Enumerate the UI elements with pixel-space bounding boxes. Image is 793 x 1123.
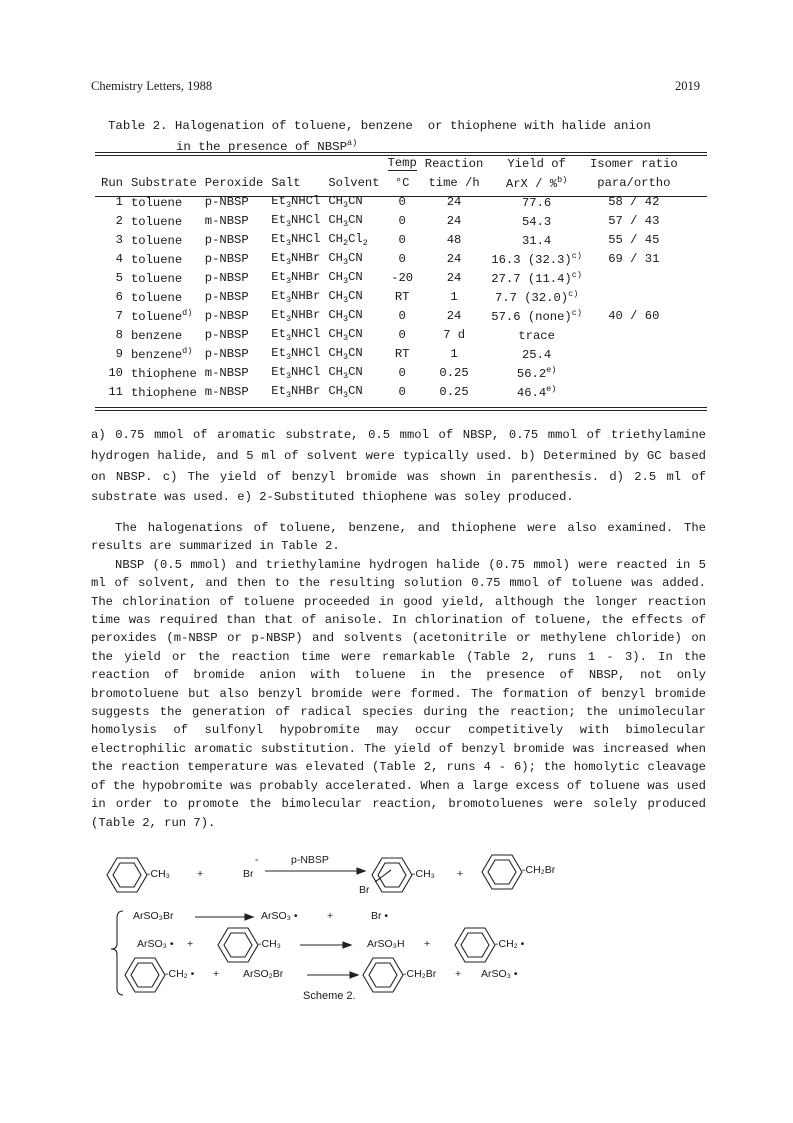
run-cell: 1 — [115, 194, 123, 209]
peroxide-cell: p-NBSP — [204, 346, 249, 361]
bromine-radical-label: Br • — [371, 910, 389, 922]
yield-cell: 31.4 — [521, 233, 552, 248]
table-caption — [108, 118, 651, 156]
substrate-cell: benzene$^{d)}$ — [130, 345, 193, 362]
substrate-cell: toluene — [130, 290, 183, 305]
peroxide-cell: m-NBSP — [204, 213, 249, 228]
time-cell: 24 — [446, 213, 462, 228]
solvent-cell: $CH_3CN$ — [328, 212, 363, 229]
run-cell: 9 — [115, 346, 123, 361]
results-table — [97, 154, 682, 401]
yield-cell: 46.4$^{e)}$ — [516, 383, 557, 400]
peroxide-cell: m-NBSP — [204, 384, 249, 399]
isomer-cell — [586, 325, 682, 344]
salt-cell: $Et_3NHCl$ — [271, 364, 321, 381]
time-cell: 24 — [446, 251, 462, 266]
yield-cell: 57.6 (none)$^{c)}$ — [491, 307, 582, 324]
substrate-header: Substrate — [130, 175, 197, 190]
time-cell: 1 — [450, 289, 458, 304]
substrate-cell: thiophene — [130, 366, 197, 381]
temp-cell: 0 — [398, 327, 406, 342]
benzene-ring-icon — [488, 860, 516, 884]
peroxide-cell: p-NBSP — [204, 194, 249, 209]
run-cell: 5 — [115, 270, 123, 285]
temp-cell: 0 — [398, 308, 406, 323]
bracket-icon — [111, 911, 123, 995]
table-footnotes: a) 0.75 mmol of aromatic substrate, 0.5 mmol of NBSP, 0.75 mmol of triethylamine hydrogen halide, and 5 ml of solvent were typically used. b) Determined by GC based on NBSP. c) The yield of benzyl bromide was shown in parenthesis. d) 2.5 ml of substrate was used. e) 2-Substituted thiophene was soley produced. — [91, 428, 706, 505]
plus-sign: + — [197, 868, 204, 880]
benzene-ring-icon — [113, 863, 141, 887]
substrate-cell: toluene — [130, 195, 183, 210]
table-row — [97, 344, 682, 363]
peroxide-cell: p-NBSP — [204, 289, 249, 304]
temp-cell: 0 — [398, 365, 406, 380]
salt-cell: $Et_3NHCl$ — [271, 326, 321, 343]
table-row — [97, 230, 682, 249]
solvent-cell: $CH_3CN$ — [328, 250, 363, 267]
time-unit-header: time /h — [428, 175, 480, 190]
solvent-cell: $CH_3CN$ — [328, 383, 363, 400]
plus-sign: + — [187, 938, 194, 950]
run-cell: 3 — [115, 232, 123, 247]
table-row — [97, 249, 682, 268]
substrate-cell: toluene — [130, 271, 183, 286]
run-cell: 2 — [115, 213, 123, 228]
temp-cell: -20 — [391, 270, 414, 285]
yield-cell: 25.4 — [521, 347, 552, 362]
caption-note: a) — [347, 138, 358, 148]
page-number: 2019 — [675, 79, 700, 93]
methyl-label: -CH₃ — [412, 868, 435, 880]
table-row — [97, 363, 682, 382]
table-row — [97, 325, 682, 344]
paragraph-2: NBSP (0.5 mmol) and triethylamine hydrogen halide (0.75 mmol) were reacted in 5 ml of solvent, and then to the resulting solution 0.75 mmol of toluene was added. The chlorination of toluene proceeded in good yield, although the longer reaction time was required than that of anisole. In chlorination of toluene, the effects of peroxides (m-NBSP or p-NBSP) and solvents (acetonitrile or methylene chloride) on the yield or the reaction time were remarkable (Table 2, runs 1 - 3). In the reaction of bromide anion with toluene in the presence of NBSP, not only bromotoluene but also benzyl bromide were formed. The formation of benzyl bromide suggests the generation of radical species during the reaction; the unimolecular homolysis of sulfonyl hypobromite may occur competitively with bimolecular electrophilic aromatic substitution. The yield of benzyl bromide was increased when the reaction temperature was elevated (Table 2, runs 4 - 6); the homolytic cleavage of the hypobromite was probably accelerated. When a large excess of toluene was used in order to promote the bimolecular reaction, bromotoluenes were solely produced (Table 2, run 7). — [91, 557, 706, 830]
isomer-cell: 40 / 60 — [608, 308, 660, 323]
table-row — [97, 382, 682, 401]
run-cell: 8 — [115, 327, 123, 342]
benzyl-radical-label: -CH₂ • — [495, 938, 525, 950]
isomer-cell: 57 / 43 — [608, 213, 660, 228]
yield-cell: 56.2$^{e)}$ — [516, 364, 557, 381]
time-cell: 7 d — [443, 327, 466, 342]
isomer-cell: 69 / 31 — [608, 251, 660, 266]
arso2br-label: ArSO₂Br — [243, 968, 284, 980]
table-row — [97, 211, 682, 230]
salt-cell: $Et_3NHBr$ — [271, 288, 321, 305]
isomer-cell: 55 / 45 — [608, 232, 660, 247]
peroxide-cell: p-NBSP — [204, 232, 249, 247]
peroxide-header: Peroxide — [204, 175, 264, 190]
isomer-cell — [586, 287, 682, 306]
bromo-substituent-label: Br — [359, 884, 370, 896]
substrate-cell: toluene — [130, 252, 183, 267]
plus-sign: + — [213, 968, 220, 980]
substrate-cell: toluene — [130, 214, 183, 229]
temp-unit-header: °C — [394, 175, 410, 190]
run-cell: 11 — [108, 384, 123, 399]
benzyl-radical-label: -CH₂ • — [165, 968, 195, 980]
yield-cell: 16.3 $(32.3)^{c)}$ — [491, 250, 582, 267]
solvent-cell: $CH_3CN$ — [328, 193, 363, 210]
table-row — [97, 268, 682, 287]
benzene-ring-icon — [461, 933, 489, 957]
salt-cell: $Et_3NHBr$ — [271, 269, 321, 286]
peroxide-cell: p-NBSP — [204, 270, 249, 285]
reagent-label: p-NBSP — [291, 854, 329, 866]
minus-sign: - — [255, 854, 259, 866]
time-header: Reaction — [424, 156, 484, 171]
isomer-cell — [586, 344, 682, 363]
temp-cell: 0 — [398, 232, 406, 247]
solvent-cell: $CH_3CN$ — [328, 326, 363, 343]
salt-cell: $Et_3NHCl$ — [271, 193, 321, 210]
time-cell: 24 — [446, 308, 462, 323]
run-cell: 6 — [115, 289, 123, 304]
table-bottom-rule-2 — [95, 410, 707, 411]
temp-cell: 0 — [398, 384, 406, 399]
table-top-rule — [95, 152, 707, 153]
methyl-label: -CH₃ — [258, 938, 281, 950]
run-header: Run — [101, 175, 123, 190]
temp-header: Temp — [387, 156, 417, 170]
solvent-cell: $CH_3CN$ — [328, 364, 363, 381]
arrow-head-icon — [357, 868, 365, 874]
benzene-ring-icon — [378, 863, 406, 887]
yield-cell: 27.7 $(11.4)^{c)}$ — [491, 269, 582, 286]
isomer-unit-header: para/ortho — [597, 175, 671, 190]
yield-header: Yield of — [507, 156, 566, 171]
peroxide-cell: p-NBSP — [204, 251, 249, 266]
solvent-cell: $CH_3CN$ — [328, 307, 363, 324]
arso3-radical-label: ArSO₃ • — [261, 910, 298, 922]
solvent-header: Solvent — [328, 175, 380, 190]
table-row — [97, 287, 682, 306]
run-cell: 4 — [115, 251, 123, 266]
temp-cell: 0 — [398, 251, 406, 266]
caption-line-1: Table 2. Halogenation of toluene, benzene or thiophene with halide anion — [108, 119, 651, 133]
time-cell: 24 — [446, 270, 462, 285]
journal-name: Chemistry Letters, 1988 — [91, 79, 213, 93]
scheme-title: Scheme 2. — [303, 990, 356, 1002]
solvent-cell: $CH_3CN$ — [328, 345, 363, 362]
paragraph-1: The halogenations of toluene, benzene, and thiophene were also examined. The results are summarized in Table 2. — [91, 521, 706, 554]
benzene-ring-icon — [369, 963, 397, 987]
benzene-ring-icon — [131, 963, 159, 987]
arso3-radical-label: ArSO₃ • — [481, 968, 518, 980]
reaction-scheme — [95, 848, 715, 1008]
solvent-cell: $CH_3CN$ — [328, 288, 363, 305]
peroxide-cell: p-NBSP — [204, 308, 249, 323]
salt-cell: $Et_3NHBr$ — [271, 307, 321, 324]
isomer-cell — [586, 268, 682, 287]
table-header-rule — [95, 196, 707, 197]
benzyl-bromide-label: -CH₂Br — [403, 968, 437, 980]
body-text — [91, 519, 706, 832]
plus-sign: + — [424, 938, 431, 950]
yield-unit-header: ArX / %$^{b)}$ — [505, 174, 568, 191]
salt-cell: $Et_3NHCl$ — [271, 345, 321, 362]
solvent-cell: $CH_3CN$ — [328, 269, 363, 286]
yield-cell: 7.7 $(32.0)^{c)}$ — [494, 288, 579, 305]
scheme-graphics — [95, 848, 715, 1008]
substrate-cell: thiophene — [130, 385, 197, 400]
salt-cell: $Et_3NHCl$ — [271, 231, 321, 248]
temp-cell: RT — [394, 289, 410, 304]
caption-line-2: in the presence of NBSP — [176, 140, 348, 154]
benzene-ring-icon — [224, 933, 252, 957]
time-cell: 1 — [450, 346, 458, 361]
salt-cell: $Et_3NHBr$ — [271, 250, 321, 267]
yield-cell: trace — [518, 328, 555, 343]
table-header-row-2 — [97, 173, 682, 192]
table-row — [97, 306, 682, 325]
yield-cell: 77.6 — [521, 195, 552, 210]
arso3-radical-label: ArSO₃ • — [137, 938, 174, 950]
plus-sign: + — [455, 968, 462, 980]
peroxide-cell: m-NBSP — [204, 365, 249, 380]
methyl-label: -CH₃ — [147, 868, 170, 880]
substrate-cell: toluene — [130, 233, 183, 248]
bromide-label: Br — [243, 868, 254, 880]
salt-header: Salt — [271, 175, 301, 190]
isomer-cell: 58 / 42 — [608, 194, 660, 209]
plus-sign: + — [327, 910, 334, 922]
temp-cell: 0 — [398, 194, 406, 209]
solvent-cell: $CH_2Cl_2$ — [328, 231, 368, 248]
benzyl-bromide-label: -CH₂Br — [522, 864, 556, 876]
temp-cell: RT — [394, 346, 410, 361]
substrate-cell: toluene$^{d)}$ — [130, 307, 193, 324]
time-cell: 48 — [446, 232, 462, 247]
table-bottom-rule — [95, 407, 707, 408]
salt-cell: $Et_3NHBr$ — [271, 383, 321, 400]
plus-sign: + — [457, 868, 464, 880]
run-cell: 10 — [108, 365, 123, 380]
substrate-cell: benzene — [130, 328, 183, 343]
run-cell: 7 — [115, 308, 123, 323]
salt-cell: $Et_3NHCl$ — [271, 212, 321, 229]
time-cell: 0.25 — [439, 365, 469, 380]
time-cell: 24 — [446, 194, 462, 209]
peroxide-cell: p-NBSP — [204, 327, 249, 342]
arso3br-label: ArSO₃Br — [133, 910, 174, 922]
isomer-header: Isomer ratio — [589, 156, 678, 171]
isomer-cell — [586, 363, 682, 382]
time-cell: 0.25 — [439, 384, 469, 399]
table-header-row-1 — [97, 154, 682, 173]
table-row — [97, 192, 682, 211]
isomer-cell — [586, 382, 682, 401]
yield-cell: 54.3 — [521, 214, 552, 229]
arso3h-label: ArSO₃H — [367, 938, 405, 950]
temp-cell: 0 — [398, 213, 406, 228]
